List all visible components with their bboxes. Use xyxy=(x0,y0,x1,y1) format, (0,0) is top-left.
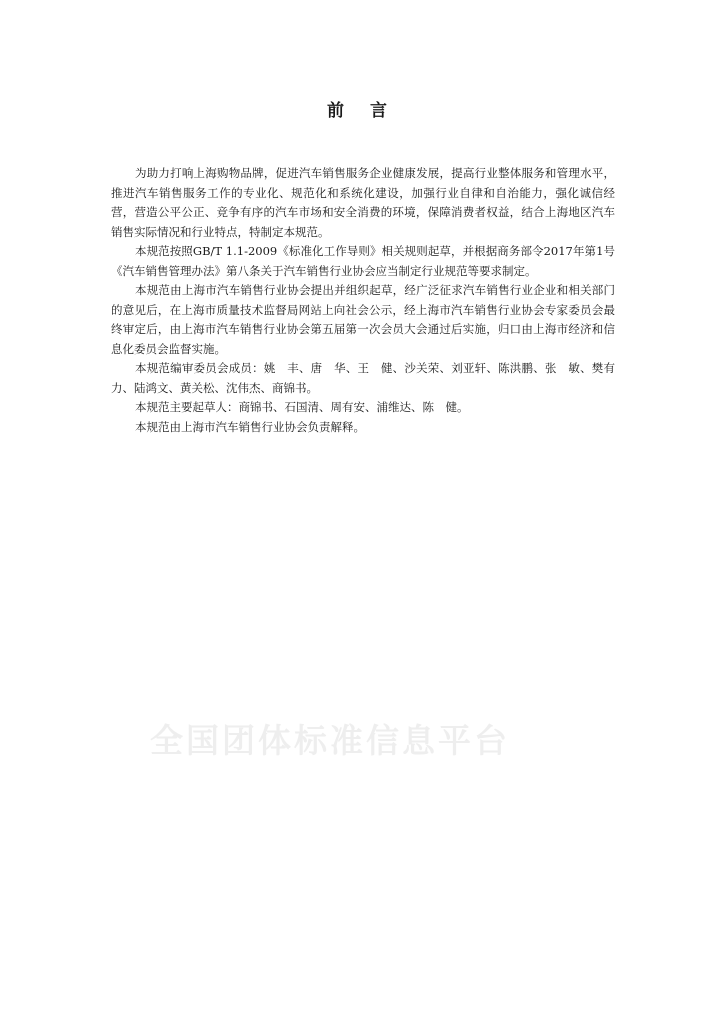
watermark-text: 全国团体标准信息平台 xyxy=(150,721,510,760)
paragraph-main-drafters: 本规范主要起草人：商锦书、石国清、周有安、浦维达、陈 健。 xyxy=(135,400,469,414)
paragraph-organization: 本规范由上海市汽车销售行业协会提出并组织起草，经广泛征求汽车销售行业企业和相关部门的意见后，在上海市质量技术监督局网站上向社会公示，经上海市汽车销售行业协会专家委员会最终审定后，由上海市汽车销售行业协会第五届第一次会员大会通过后实施，归口由上海市经济和信息化委员会监督实施。 xyxy=(111,283,615,356)
paragraph-purpose: 为助力打响上海购物品牌，促进汽车销售服务企业健康发展，提高行业整体服务和管理水平，推进汽车销售服务工作的专业化、规范化和系统化建设，加强行业自律和自治能力，强化诚信经营，营造公平公正、竞争有序的汽车市场和安全消费的环境，保障消费者权益，结合上海地区汽车销售实际情况和行业特点，特制定本规范。 xyxy=(111,166,615,239)
paragraph-drafting-rules: 本规范按照GB/T 1.1-2009《标准化工作导则》相关规则起草，并根据商务部令2017年第1号《汽车销售管理办法》第八条关于汽车销售行业协会应当制定行业规范等要求制定。 xyxy=(111,244,615,278)
paragraph-interpretation: 本规范由上海市汽车销售行业协会负责解释。 xyxy=(135,419,365,434)
foreword-body xyxy=(111,164,615,437)
page-title: 前 言 xyxy=(327,101,397,121)
paragraph-committee-members: 本规范编审委员会成员：姚 丰、唐 华、王 健、沙关荣、刘亚轩、陈洪鹏、张 敏、樊有力、陆鸿文、黄关松、沈伟杰、商锦书。 xyxy=(111,361,615,395)
